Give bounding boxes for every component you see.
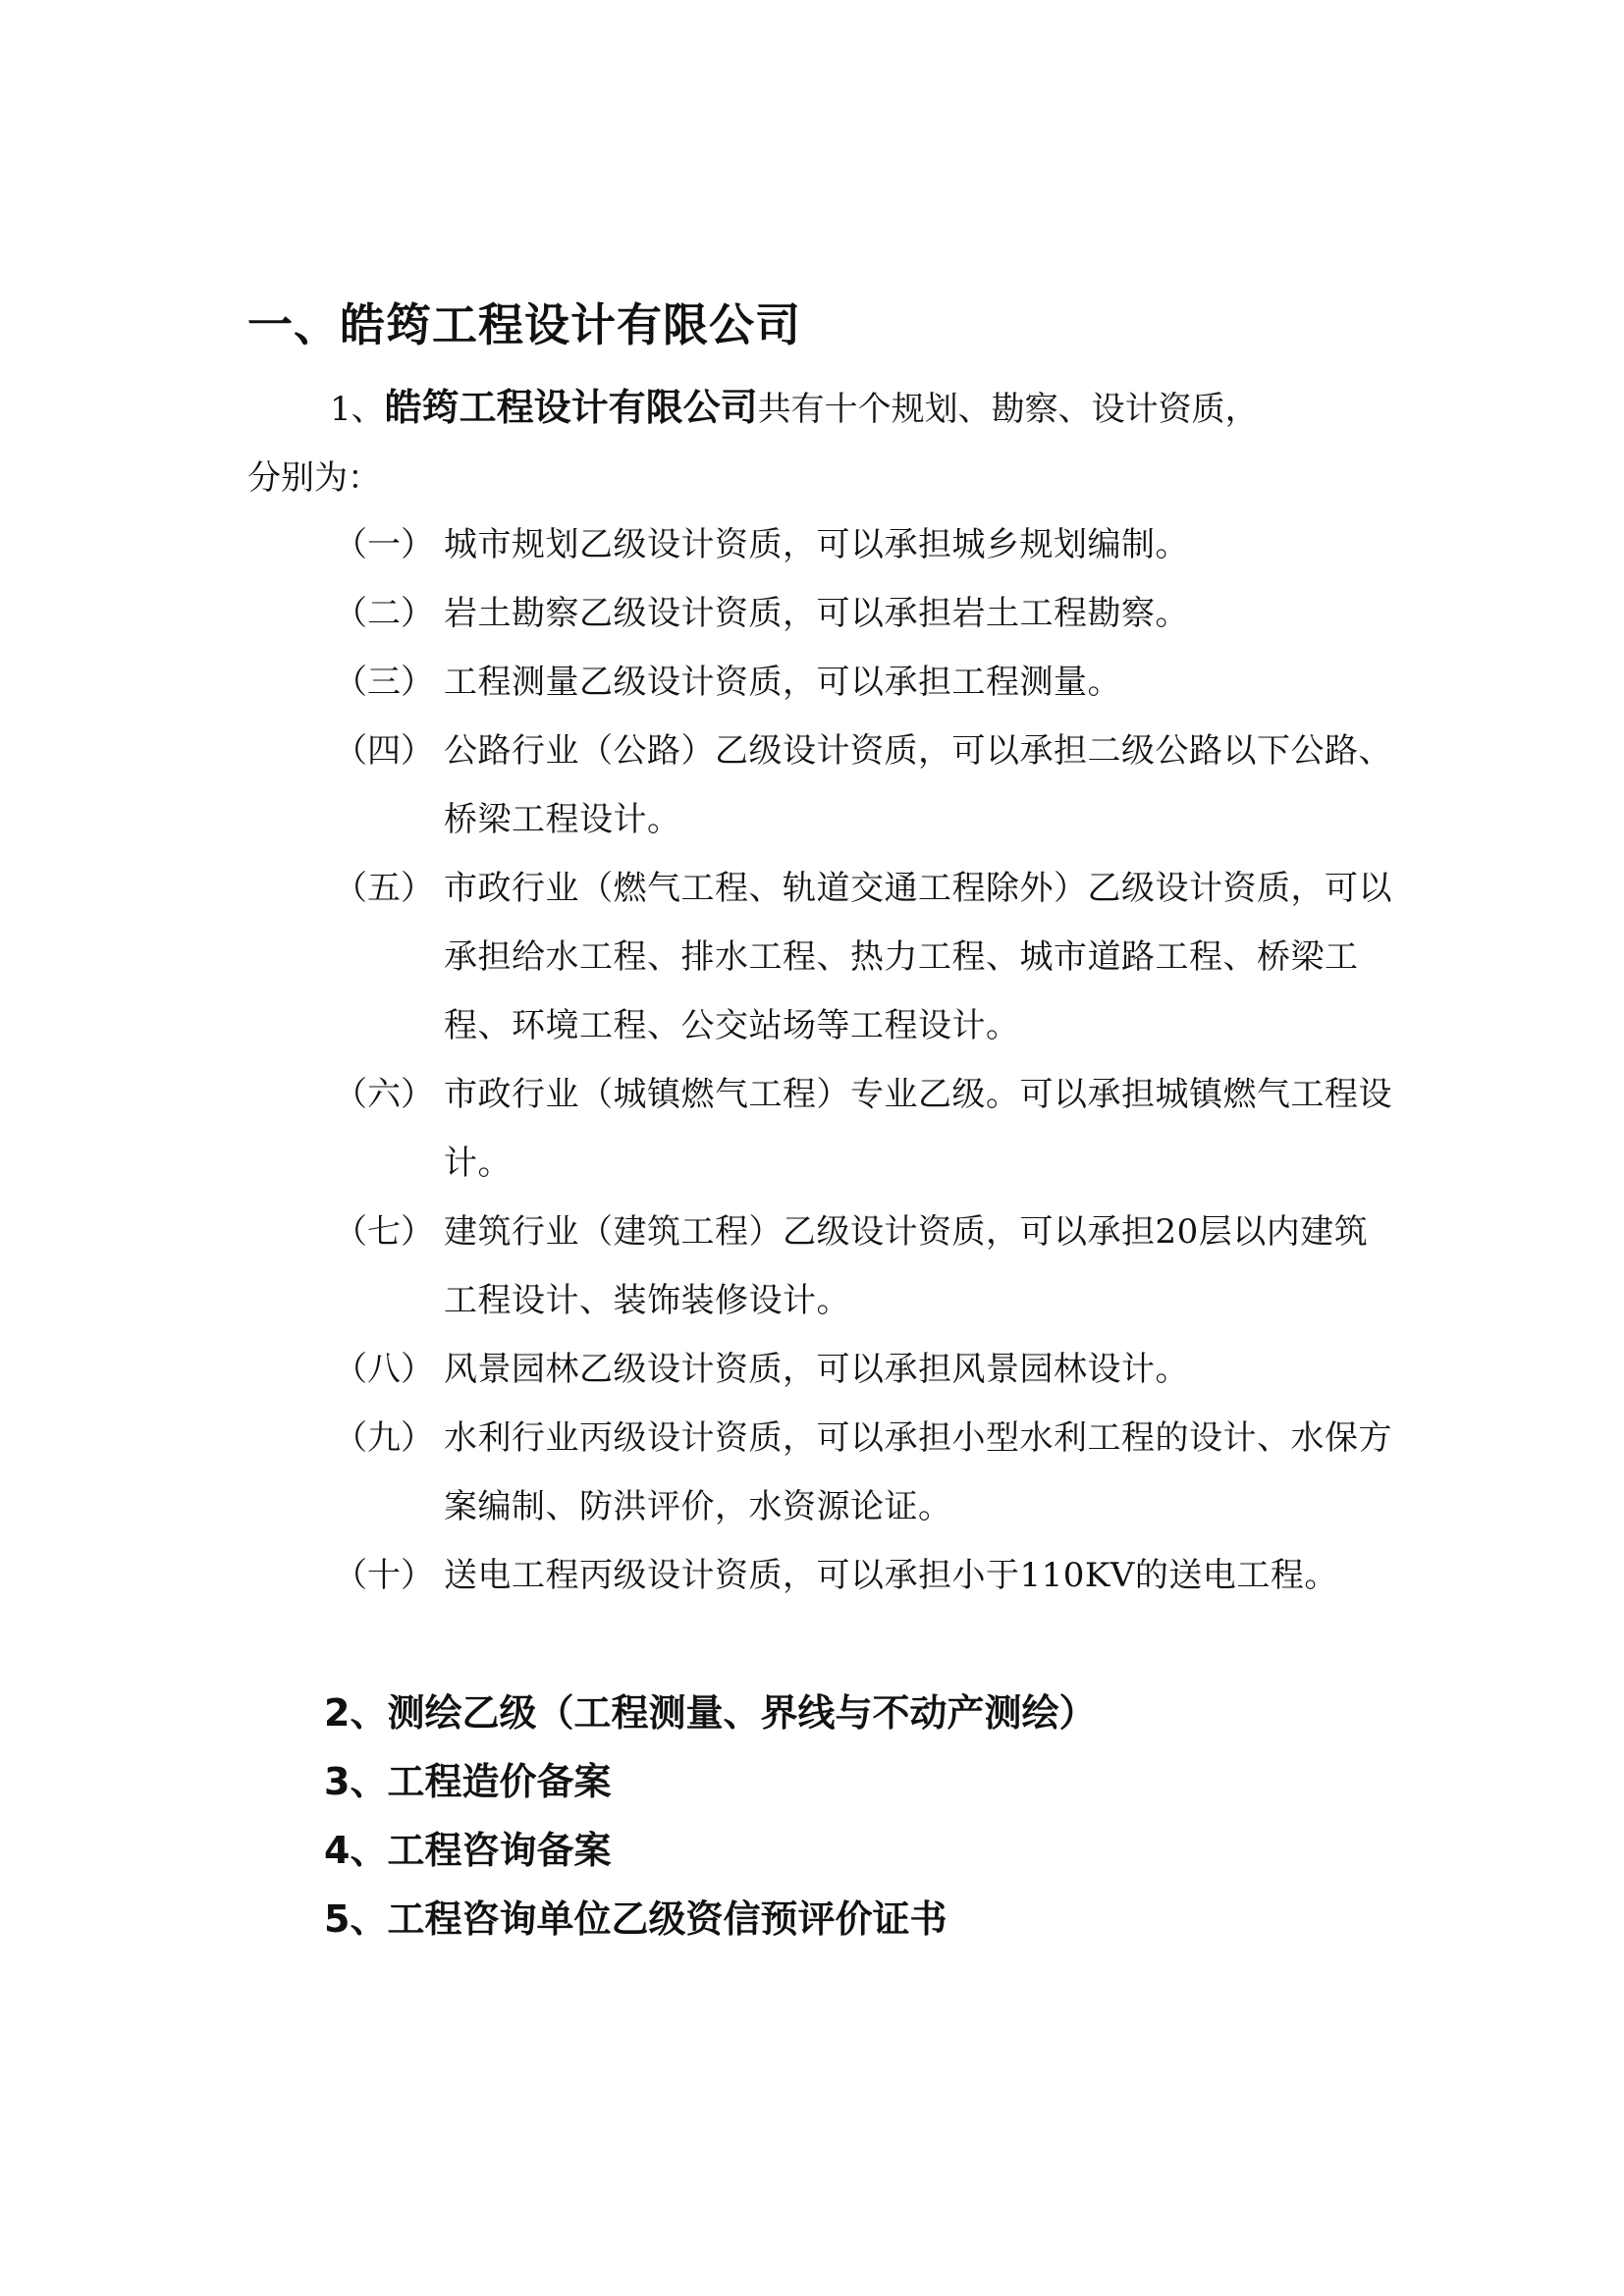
item-number: （八） [334, 1350, 434, 1389]
item-number: （一） [334, 525, 434, 564]
item-text: 岩土勘察乙级设计资质，可以承担岩土工程勘察。 [444, 594, 1189, 633]
qualification-item-10 [334, 1541, 1394, 1610]
item-text: 风景园林乙级设计资质，可以承担风景园林设计。 [444, 1350, 1189, 1389]
cost-filing: 3、工程造价备案 [324, 1760, 612, 1803]
item-number: （四） [334, 731, 434, 771]
qualification-item-3 [334, 648, 1394, 717]
item-number: （三） [334, 663, 434, 702]
item-text: 工程测量乙级设计资质，可以承担工程测量。 [444, 663, 1121, 702]
intro-prefix: 1、 [330, 390, 385, 429]
consulting-certificate: 5、工程咨询单位乙级资信预评价证书 [324, 1897, 947, 1941]
qualification-item-8 [334, 1335, 1394, 1404]
qualification-item-1 [334, 510, 1394, 579]
item-number: （七） [334, 1212, 434, 1252]
item-text: 城市规划乙级设计资质，可以承担城乡规划编制。 [444, 525, 1189, 564]
qualification-item-7 [334, 1198, 1394, 1335]
intro-line-1 [247, 373, 1386, 444]
consulting-filing: 4、工程咨询备案 [324, 1829, 612, 1872]
item-text: 建筑行业（建筑工程）乙级设计资质，可以承担20层以内建筑工程设计、装饰装修设计。 [444, 1212, 1369, 1320]
intro-text: 共有十个规划、勘察、设计资质， [757, 390, 1259, 429]
qualification-item-4 [334, 717, 1394, 854]
qualification-item-6 [334, 1060, 1394, 1198]
section-heading: 一、皓筠工程设计有限公司 [247, 298, 801, 351]
qualification-item-9 [334, 1404, 1394, 1541]
item-text: 送电工程丙级设计资质，可以承担小于110KV的送电工程。 [444, 1556, 1338, 1595]
item-number: （六） [334, 1075, 434, 1114]
item-number: （二） [334, 594, 434, 633]
qualification-item-5 [334, 854, 1394, 1060]
item-text: 公路行业（公路）乙级设计资质，可以承担二级公路以下公路、桥梁工程设计。 [444, 731, 1392, 839]
intro-line-2: 分别为： [247, 458, 381, 498]
intro-company-name: 皓筠工程设计有限公司 [384, 386, 758, 429]
item-text: 市政行业（燃气工程、轨道交通工程除外）乙级设计资质，可以承担给水工程、排水工程、热力工程、城市道路工程、桥梁工程、环境工程、公交站场等工程设计。 [444, 869, 1392, 1045]
item-text: 水利行业丙级设计资质，可以承担小型水利工程的设计、水保方案编制、防洪评价，水资源论证。 [444, 1418, 1392, 1526]
surveying-qualification: 2、测绘乙级（工程测量、界线与不动产测绘） [324, 1691, 1097, 1735]
item-text: 市政行业（城镇燃气工程）专业乙级。可以承担城镇燃气工程设计。 [444, 1075, 1392, 1183]
item-number: （九） [334, 1418, 434, 1458]
qualification-item-2 [334, 579, 1394, 648]
intro-paragraph [247, 373, 1386, 512]
item-number: （十） [334, 1556, 434, 1595]
item-number: （五） [334, 869, 434, 908]
